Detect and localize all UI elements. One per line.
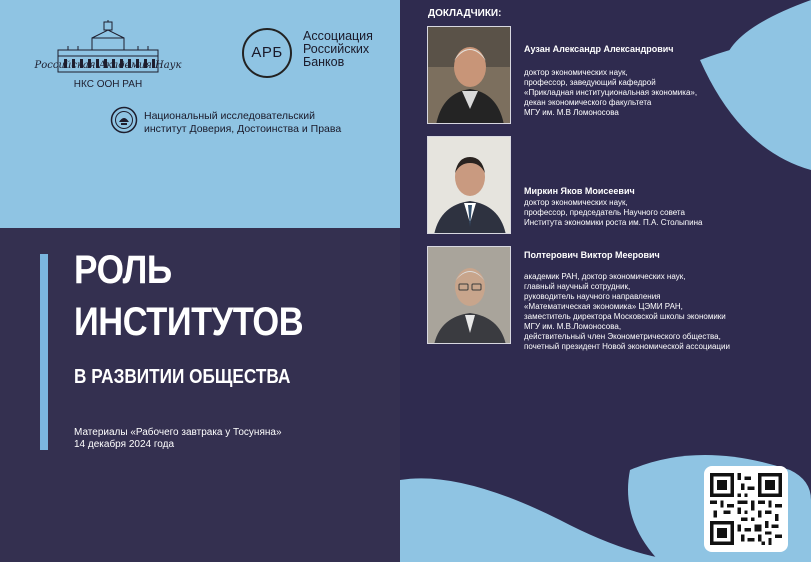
cover-left-page	[0, 0, 400, 562]
speaker-description: доктор экономических наук, профессор, председатель Научного совета Института экономики роста им. П.А. Столыпина	[524, 198, 703, 227]
institute-logo-text: Национальный исследовательский институт Доверия, Достоинства и Права	[144, 110, 342, 135]
qr-code[interactable]	[704, 466, 788, 552]
arb-logo-text: Ассоциация Российских Банков	[303, 29, 373, 69]
speakers-right-page	[400, 0, 811, 562]
title-accent-bar	[40, 254, 48, 450]
speaker-description: академик РАН, доктор экономических наук, главный научный сотрудник, руководитель научного направления «Математическая экономика» ЦЭМИ РАН, заместитель директора Московской школы экономики МГУ им. М.В.Ломоносова, действительный член Эконометрического общества, почетный президент Новой экономической ассоциации	[524, 272, 730, 351]
speaker-name: Полтерович Виктор Меерович	[524, 250, 660, 260]
qr-code-icon	[710, 472, 782, 546]
title-line-2: ИНСТИТУТОВ	[74, 300, 304, 344]
title-line-3: В РАЗВИТИИ ОБЩЕСТВА	[74, 366, 291, 388]
speaker-name: Миркин Яков Моисеевич	[524, 186, 635, 196]
materials-caption: Материалы «Рабочего завтрака у Тосуняна» 14 декабря 2024 года	[74, 427, 282, 450]
arb-logo-mark: АРБ	[242, 28, 292, 78]
institute-emblem-icon	[110, 106, 138, 134]
ran-logo-subtitle: НКС ООН РАН	[73, 79, 143, 90]
speaker-description: доктор экономических наук, профессор, заведующий кафедрой «Прикладная институциональная экономика», декан экономического факультета МГУ им. М.В Ломоносова	[524, 68, 698, 117]
ran-logo-name: Российская Академия Наук	[34, 60, 182, 71]
speaker-photo-mirkin	[427, 136, 511, 234]
speaker-photo-auzan	[427, 26, 511, 124]
speaker-photo-polterovich	[427, 246, 511, 344]
title-line-1: РОЛЬ	[74, 248, 172, 292]
speakers-heading: ДОКЛАДЧИКИ:	[428, 8, 502, 19]
speaker-name: Аузан Александр Александрович	[524, 44, 674, 54]
logo-band	[0, 0, 400, 228]
